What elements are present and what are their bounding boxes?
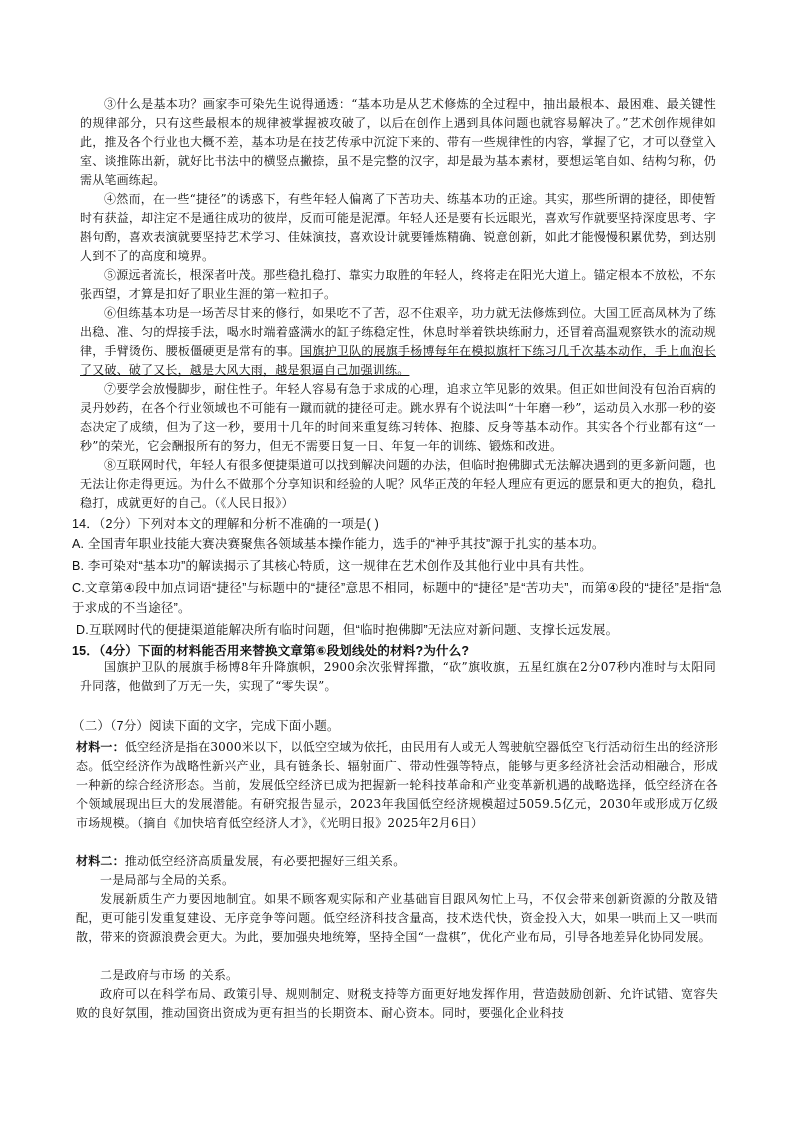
material-2-text: 推动低空经济高质量发展，有必要把握好三组关系。 — [124, 854, 406, 868]
material-1-label: 材料一： — [76, 740, 125, 754]
paragraph-6-text: ⑥但练基本功是一场苦尽甘来的修行，如果吃不了苦，忍不住艰辛，功力就无法修炼到位。大国工匠高凤林为了练出稳、准、匀的焊接手法，喝水时端着盛满水的缸子练稳定性，休息时举着铁块练耐力，还冒着高温观察铁水的流动规律，手臂烫伤、腰板僵硬更是常有的事。 — [80, 306, 716, 358]
relation-1-text: 发展新质生产力要因地制宜。如果不顾客观实际和产业基础盲目跟风匆忙上马，不仅会带来创新资源的分散及错配，更可能引发重复建设、无序竞争等问题。低空经济科技含量高，技术迭代快，资金投入大，如果一哄而上又一哄而散，带来的资源浪费会更大。为此，要加强央地统筹，坚持全国“一盘棋”，优化产业布局，引导各地差异化协同发展。 — [76, 892, 718, 944]
material-1 — [76, 738, 718, 833]
section-2-heading: （二）（7分）阅读下面的文字，完成下面小题。 — [72, 719, 340, 733]
paragraph-7: ⑦要学会放慢脚步，耐住性子。年轻人容易有急于求成的心理，追求立竿见影的效果。但正如世间没有包治百病的灵丹妙药，在各个行业领域也不可能有一蹴而就的捷径可走。跳水界有个说法叫“十年磨一秒”，运动员入水那一秒的姿态决定了成绩，但为了这一秒，要用十几年的时间来重复练习转体、抱膝、反身等基本动作。其实各个行业都有这“一秒”的荣光，它会酬报所有的努力，但无不需要日复一日、年复一年的训练、锻炼和改进。 — [80, 382, 716, 453]
question-14-stem: 14．（2分）下列对本文的理解和分析不准确的一项是( ) — [72, 517, 380, 531]
paragraph-6-underlined: 国旗护卫队的展旗手杨博每年在模拟旗杆下练习几千次基本动作，手上血泡长了又破、破了又长，越是大风大雨，越是狠逼自己加强训练。 — [80, 344, 716, 377]
question-14-option-d: D.互联网时代的便捷渠道能解决所有临时问题，但“临时抱佛脚”无法应对新问题、支撑长远发展。 — [76, 623, 619, 637]
relation-2-text: 政府可以在科学布局、政策引导、规则制定、财税支持等方面更好地发挥作用，营造鼓励创新、允许试错、宽容失败的良好氛围，推动国资出资成为更有担当的长期资本、耐心资本。同时，要强化企业科技 — [76, 987, 718, 1020]
question-14-option-c: C.文章第④段中加点词语“捷径”与标题中的“捷径”意思不相同，标题中的“捷径”是“苦功夫”，而第④段的“捷径”是指“急于求成的不当途径”。 — [72, 581, 722, 615]
relation-1-title: 一是局部与全局的关系。 — [100, 873, 235, 887]
material-2-label: 材料二： — [76, 854, 125, 868]
paragraph-4: ④然而，在一些“捷径”的诱惑下，有些年轻人偏离了下苦功夫、练基本功的正途。其实，那些所谓的捷径，即使暂时有获益，却注定不是通往成功的彼岸，反而可能是泥潭。年轻人还是要有长远眼光，喜欢写作就要坚持深度思考、字斟句酌，喜欢表演就要坚持艺术学习、佳妹演技，喜欢设计就要锤炼精确、锐意创新，如此才能慢慢积累优势，到达别人到不了的高度和境界。 — [80, 192, 716, 263]
material-2 — [76, 852, 718, 871]
relation-2-title: 二是政府与市场 的关系。 — [100, 968, 239, 982]
paragraph-8: ⑧互联网时代，年轻人有很多便捷渠道可以找到解决问题的办法，但临时抱佛脚式无法解决遇到的更多新问题，也无法让你走得更远。为什么不做那个分享知识和经验的人呢？风华正茂的年轻人理应有更远的愿景和更大的抱负，稳扎稳打，成就更好的自己。（《人民日报》） — [80, 458, 716, 510]
paragraph-3: ③什么是基本功？画家李可染先生说得通透：“基本功是从艺术修炼的全过程中，抽出最根本、最困难、最关键性的规律部分，只有这些最根本的规律被掌握被攻破了，以后在创作上遇到具体问题也就容易解决了。”艺术创作规律如此，推及各个行业也大概不差，基本功是在技艺传承中沉淀下来的、带有一些规律性的内容，掌握了它，才可以登堂入室、谈推陈出新，就好比书法中的横竖点撇捺，虽不是完整的汉字，却是最为基本素材，要想运笔自如、结构匀称，仍需从笔画练起。 — [80, 97, 716, 187]
paragraph-5: ⑤源远者流长，根深者叶茂。那些稳扎稳打、靠实力取胜的年轻人，终将走在阳光大道上。锚定根本不放松，不东张西望，才算是扣好了职业生涯的第一粒扣子。 — [80, 268, 716, 301]
question-14-option-b: B. 李可染对“基本功”的解读揭示了其核心特质，这一规律在艺术创作及其他行业中具有共性。 — [72, 559, 592, 573]
question-15-material: 国旗护卫队的展旗手杨博8年升降旗帜，2900余次张臂挥撒，“砍”旗收旗，五星红旗在2分07秒内准时与太阳同升同落，他做到了万无一失，实现了“零失误”。 — [80, 660, 716, 693]
paragraph-6 — [80, 304, 716, 380]
material-1-text: 低空经济是指在3000米以下，以低空空域为依托，由民用有人或无人驾驶航空器低空飞行活动衍生出的经济形态。低空经济作为战略性新兴产业，具有链条长、辐射面广、带动性强等特点，能够与更多经济社会活动相融合，形成一种新的综合经济形态。当前，发展低空经济已成为把握新一轮科技革命和产业变革新机遇的战略选择，低空经济在各个领域展现出巨大的发展潜能。有研究报告显示，2023年我国低空经济规模超过5059.5亿元，2030年或形成万亿级市场规模。（摘自《加快培育低空经济人才》，《光明日报》2025年2月6日） — [76, 740, 718, 830]
question-15-stem: 15．（4分）下面的材料能否用来替换文章第⑥段划线处的材料?为什么? — [72, 644, 470, 658]
question-14-option-a: A. 全国青年职业技能大赛决赛聚焦各领域基本操作能力，选手的“神乎其技”源于扎实的基本功。 — [72, 537, 605, 551]
